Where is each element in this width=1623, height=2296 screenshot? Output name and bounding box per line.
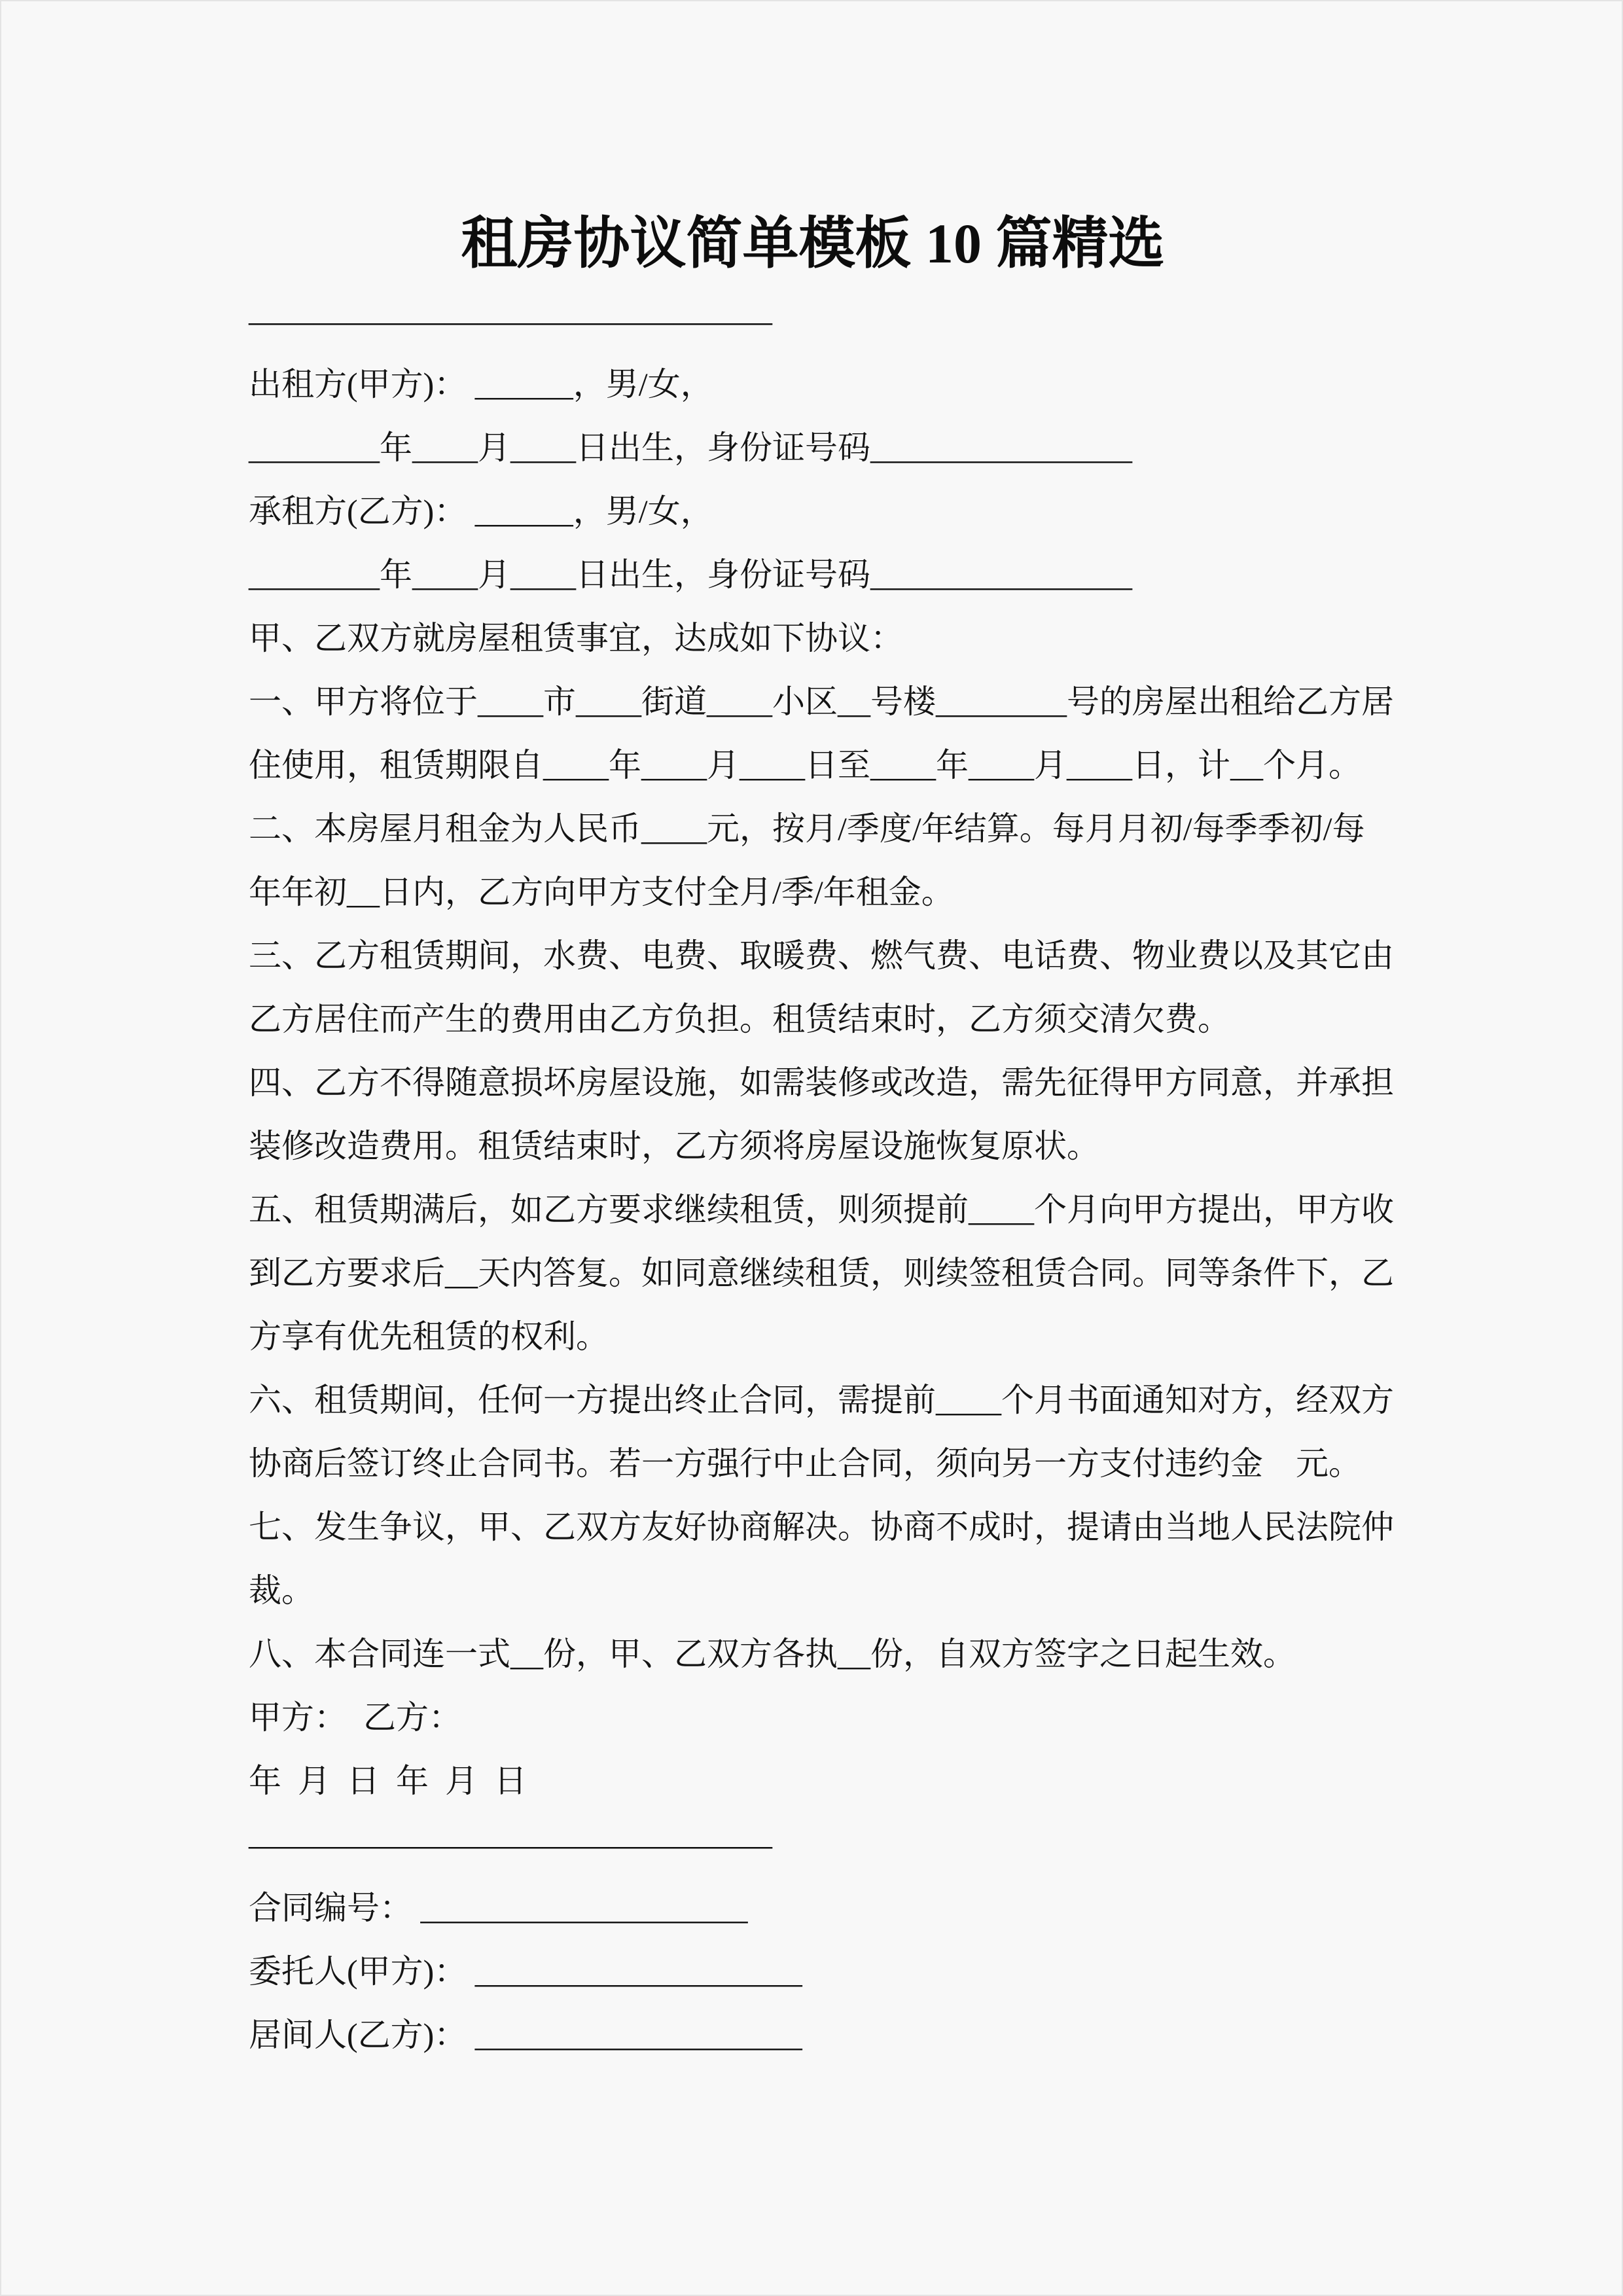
lessee-party-line: 承租方(乙方)： ______，男/女， — [249, 493, 713, 529]
clause-2-line-2: 年年初__日内，乙方向甲方支付全月/季/年租金。 — [249, 874, 954, 910]
clause-3-line-1: 三、乙方租赁期间，水费、电费、取暖费、燃气费、电话费、物业费以及其它由 — [249, 937, 1394, 974]
divider-top-line: ———————————————— — [249, 302, 772, 339]
principal-party-a-line: 委托人(甲方)： ____________________ — [249, 1953, 802, 1990]
clause-4-line-2: 装修改造费用。租赁结束时，乙方须将房屋设施恢复原状。 — [249, 1128, 1099, 1164]
clause-6-line-1: 六、租赁期间，任何一方提出终止合同，需提前____个月书面通知对方，经双方 — [249, 1382, 1394, 1418]
contract-number-line: 合同编号： ____________________ — [249, 1890, 748, 1926]
document-title: 租房协议简单模板 10 篇精选 — [461, 212, 1165, 275]
signature-parties-line: 甲方： 乙方： — [249, 1699, 461, 1736]
clause-8-line: 八、本合同连一式__份，甲、乙双方各执__份，自双方签字之日起生效。 — [249, 1636, 1296, 1672]
clause-3-line-2: 乙方居住而产生的费用由乙方负担。租赁结束时，乙方须交清欠费。 — [249, 1001, 1230, 1037]
intermediary-party-b-line: 居间人(乙方)： ____________________ — [249, 2017, 802, 2053]
clause-7-line-2: 裁。 — [249, 1572, 314, 1609]
divider-bottom-line: ———————————————— — [249, 1826, 772, 1863]
clause-2-line-1: 二、本房屋月租金为人民币____元，按月/季度/年结算。每月月初/每季季初/每 — [249, 810, 1365, 847]
lessee-birth-id-line: ________年____月____日出生，身份证号码________________ — [249, 556, 1132, 593]
preamble-line: 甲、乙双方就房屋租赁事宜，达成如下协议： — [249, 620, 903, 656]
lessor-party-line: 出租方(甲方)： ______，男/女， — [249, 366, 713, 403]
clause-6-line-2: 协商后签订终止合同书。若一方强行中止合同，须向另一方支付违约金 元。 — [249, 1445, 1361, 1482]
clause-5-line-1: 五、租赁期满后，如乙方要求继续租赁，则须提前____个月向甲方提出，甲方收 — [249, 1191, 1394, 1228]
clause-1-line-2: 住使用，租赁期限自____年____月____日至____年____月____日，计__个月。 — [249, 747, 1361, 783]
clause-5-line-2: 到乙方要求后__天内答复。如同意继续租赁，则续签租赁合同。同等条件下，乙 — [249, 1255, 1394, 1291]
clause-1-line-1: 一、甲方将位于____市____街道____小区__号楼________号的房屋出租给乙方居 — [249, 683, 1394, 720]
clause-5-line-3: 方享有优先租赁的权利。 — [249, 1318, 609, 1355]
lessor-birth-id-line: ________年____月____日出生，身份证号码________________ — [249, 429, 1132, 466]
clause-4-line-1: 四、乙方不得随意损坏房屋设施，如需装修或改造，需先征得甲方同意，并承担 — [249, 1064, 1394, 1101]
document-body — [249, 289, 1394, 2067]
clause-7-line-1: 七、发生争议，甲、乙双方友好协商解决。协商不成时，提请由当地人民法院仲 — [249, 1509, 1394, 1545]
signature-date-line: 年 月 日 年 月 日 — [249, 1763, 527, 1799]
